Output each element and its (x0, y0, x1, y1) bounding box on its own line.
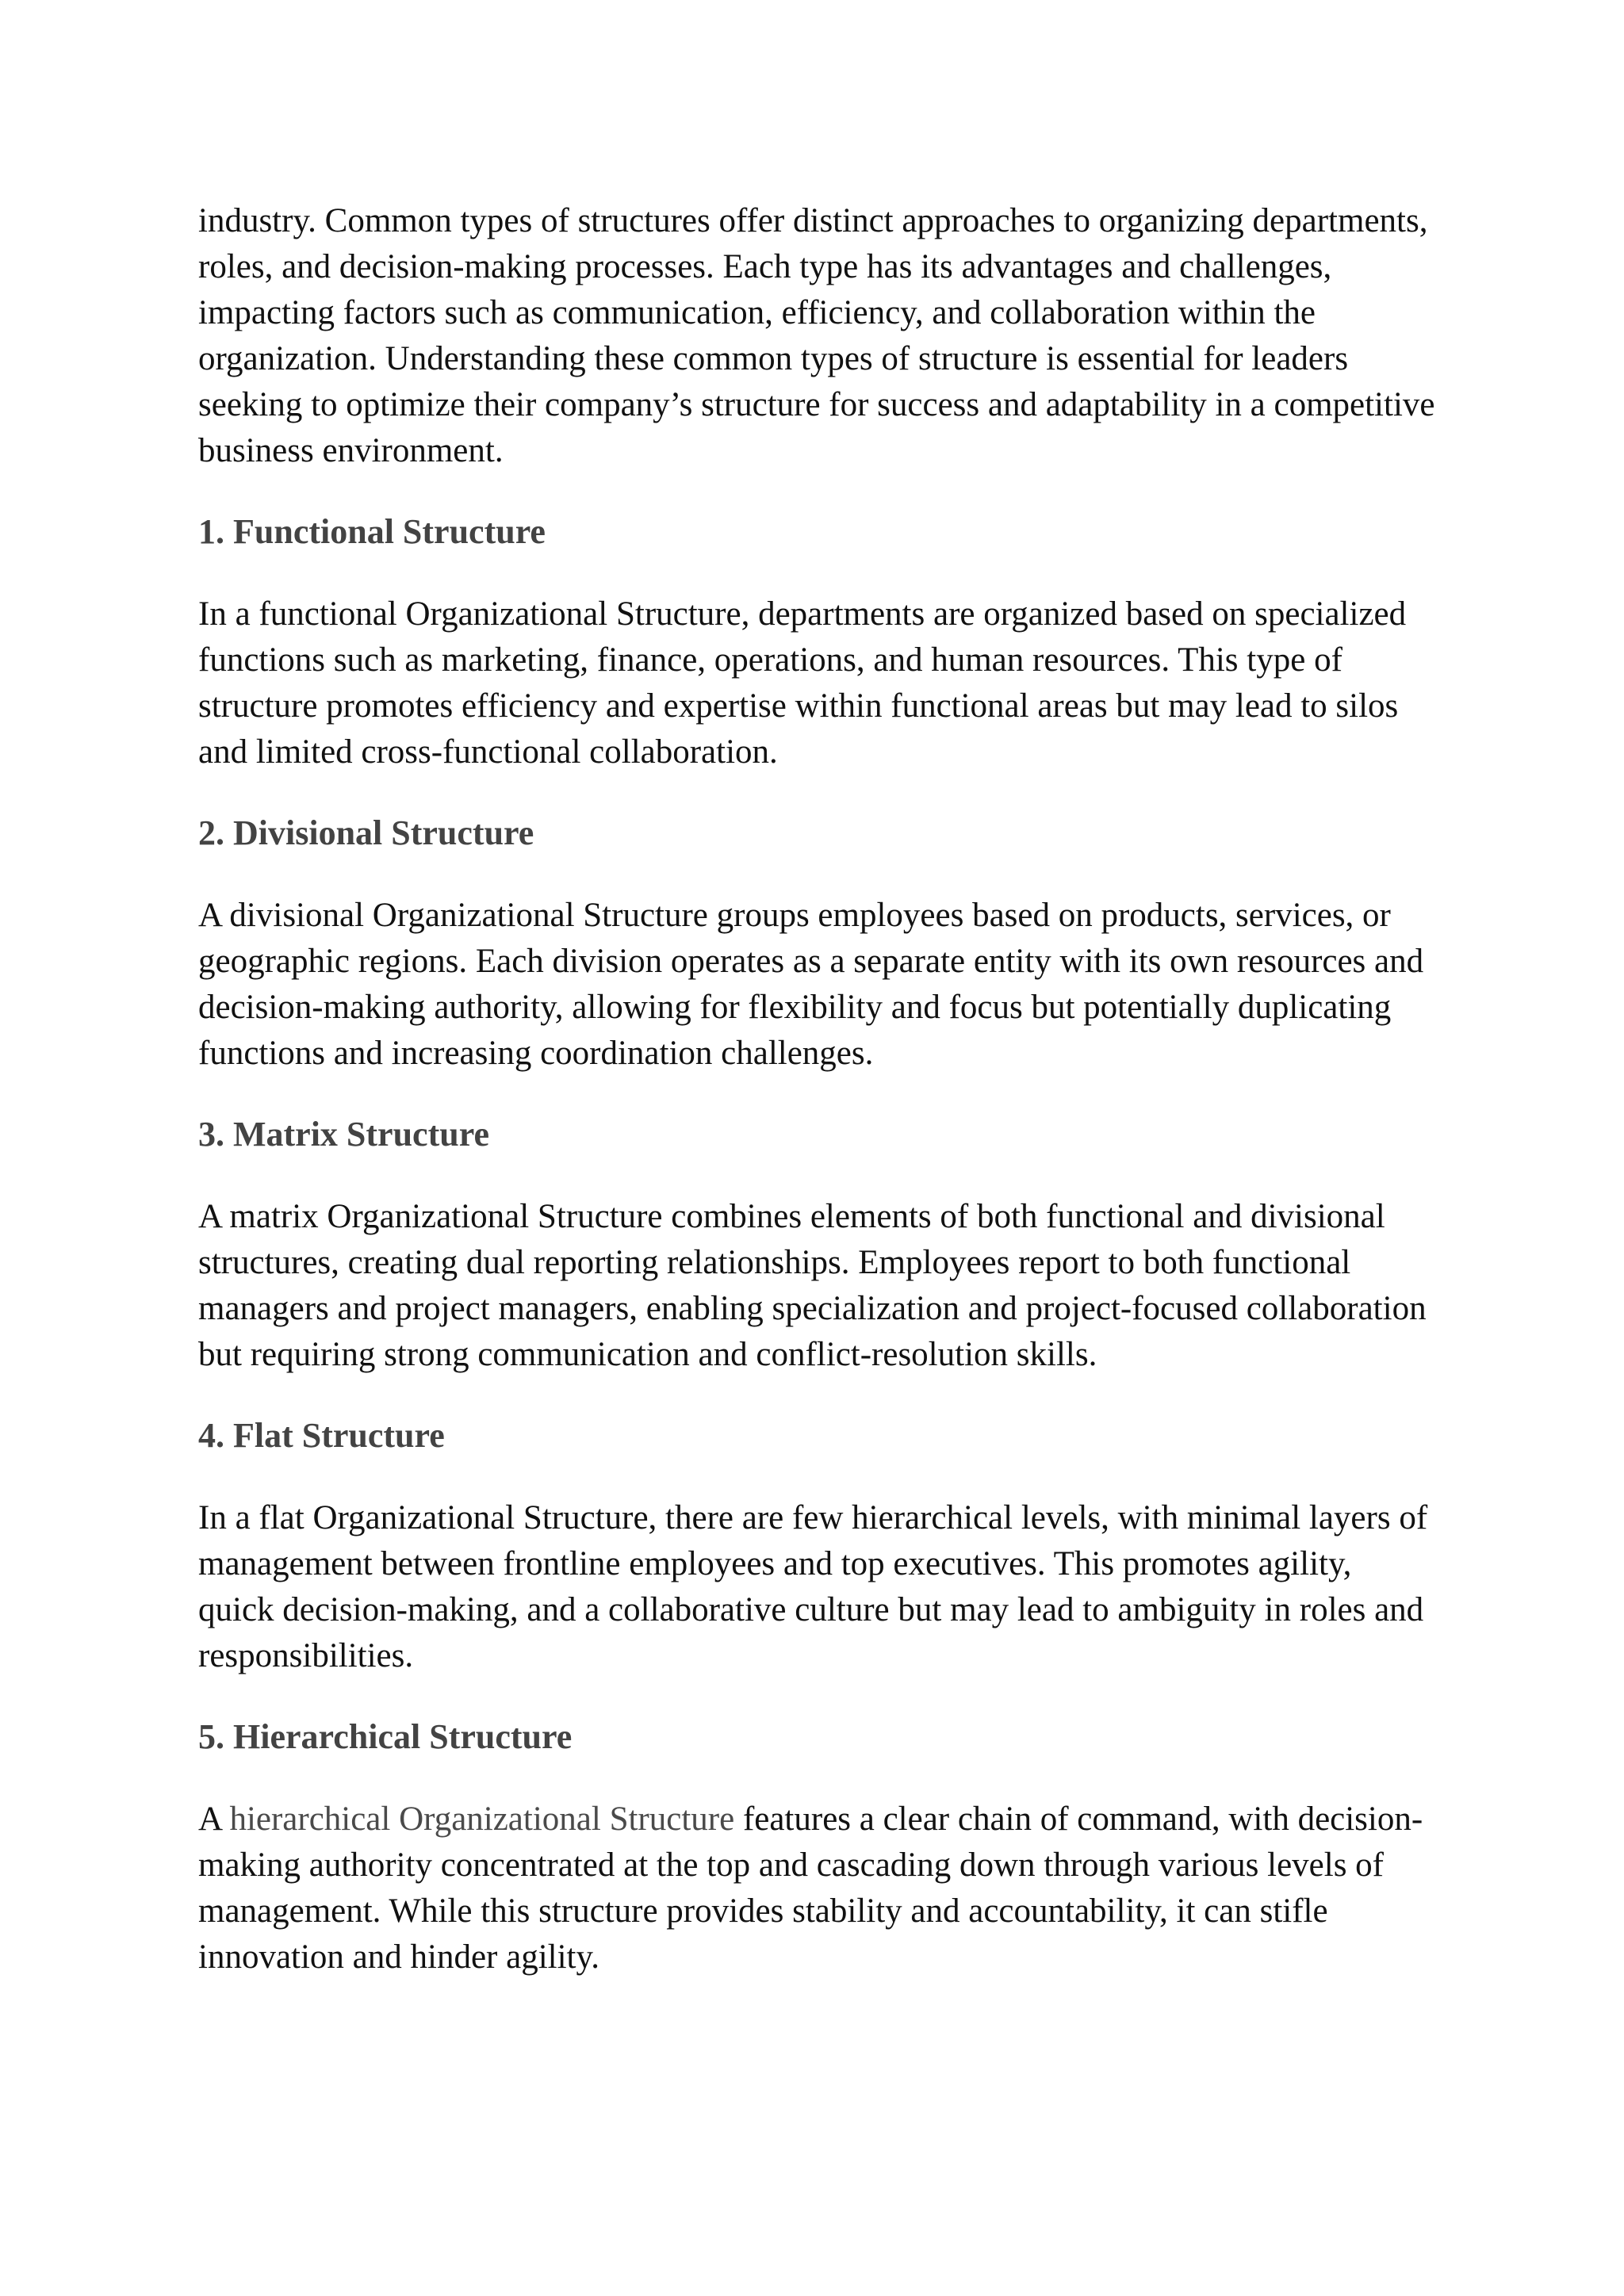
section-heading-flat: 4. Flat Structure (198, 1416, 445, 1455)
section-body-functional: In a functional Organizational Structure, departments are organized based on specialized functions such as marketing, finance, operations, and human resources. This type of structure promotes efficiency and expertise within functional areas but may lead to silos and limited cross-functional collaboration. (198, 595, 1407, 771)
section-heading-matrix: 3. Matrix Structure (198, 1115, 489, 1154)
section-heading-hierarchical: 5. Hierarchical Structure (198, 1717, 573, 1756)
hierarchical-structure-link[interactable]: hierarchical Organizational Structure (229, 1800, 735, 1838)
body-prefix: A (198, 1800, 230, 1838)
section-body-matrix: A matrix Organizational Structure combines elements of both functional and divisional structures, creating dual reporting relationships. Employees report to both functional managers and project managers, enabling specialization and project-focused collaboration but requiring strong communication and conflict-resolution skills. (198, 1198, 1427, 1373)
section-body-flat: In a flat Organizational Structure, there are few hierarchical levels, with minimal layers of management between frontline employees and top executives. This promotes agility, quick decision-making, and a collaborative culture but may lead to ambiguity in roles and responsibilities. (198, 1499, 1428, 1674)
section-heading-functional: 1. Functional Structure (198, 512, 546, 551)
body-suffix: features a clear chain of command, with decision-making authority concentrated at the top and cascading down through various levels of management. While this structure provides stability and accountability, it can stifle innovation and hinder agility. (198, 1800, 1423, 1976)
intro-paragraph: industry. Common types of structures offer distinct approaches to organizing departments, roles, and decision-making processes. Each type has its advantages and challenges, impacting factors such as communication, efficiency, and collaboration within the organization. Understanding these common types of structure is essential for leaders seeking to optimize their company’s structure for success and adaptability in a competitive business environment. (198, 202, 1435, 469)
section-body-divisional: A divisional Organizational Structure groups employees based on products, services, or geographic regions. Each division operates as a separate entity with its own resources and decision-making authority, allowing for flexibility and focus but potentially duplicating functions and increasing coordination challenges. (198, 897, 1424, 1072)
document-page (198, 198, 1435, 1980)
section-body-hierarchical (198, 1797, 1435, 1980)
section-heading-divisional: 2. Divisional Structure (198, 813, 534, 852)
